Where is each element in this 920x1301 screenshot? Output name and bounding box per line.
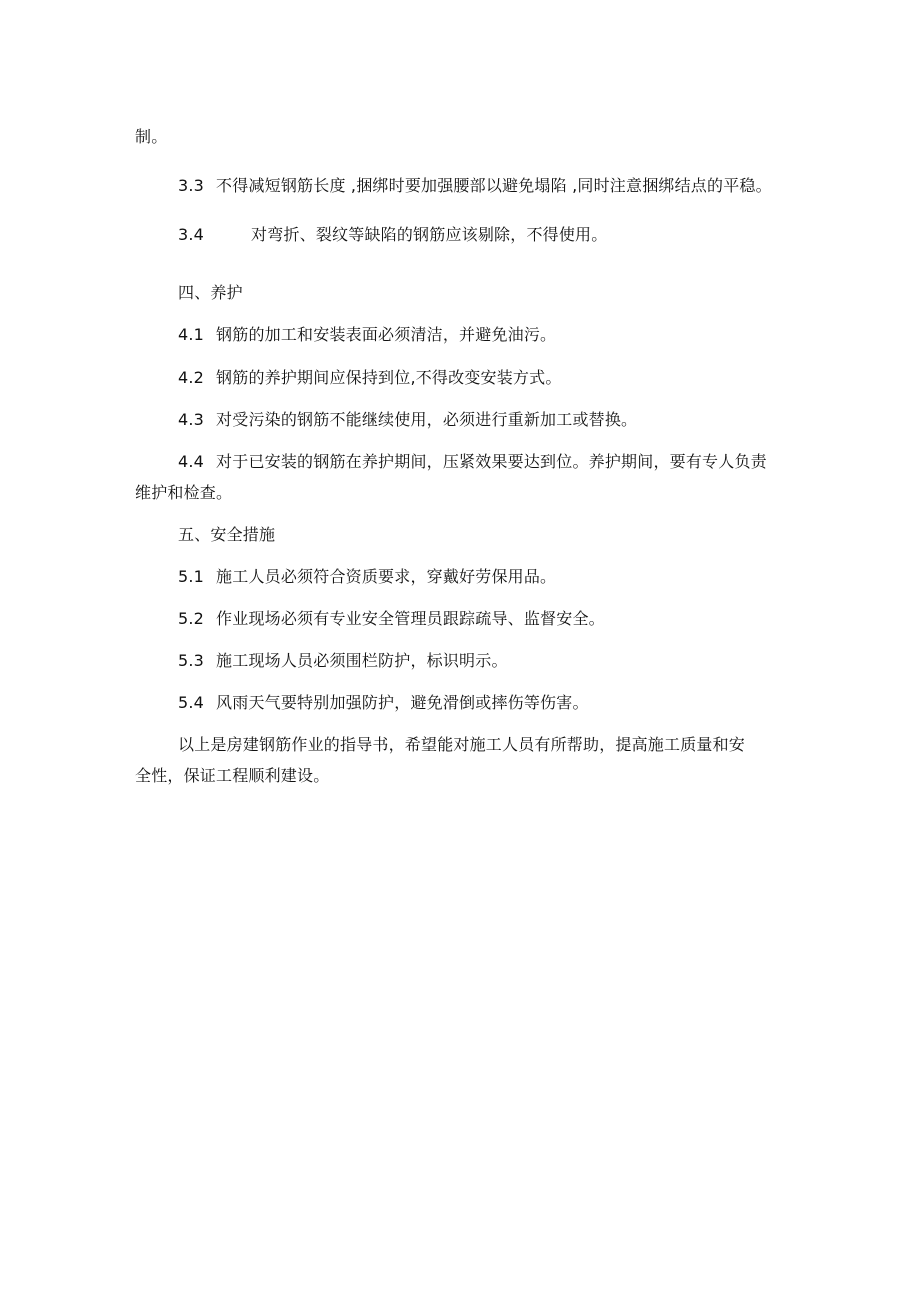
- item-text: 作业现场必须有专业安全管理员跟踪疏导、监督安全。: [216, 609, 605, 628]
- item-text: 对于已安装的钢筋在养护期间，压紧效果要达到位。养护期间，要有专人负责: [216, 452, 767, 471]
- list-item-4-3: [178, 408, 637, 432]
- item-text: 不得减短钢筋长度 ,捆绑时要加强腰部以避免塌陷 ,同时注意捆绑结点的平稳。: [216, 176, 772, 195]
- list-item-3-4: [178, 223, 607, 247]
- item-number: 4.1: [178, 325, 205, 344]
- section-heading-4: 四、养护: [178, 283, 243, 302]
- continuation-text: 制。: [135, 127, 168, 146]
- list-item-4-1: [178, 323, 556, 347]
- item-text: 施工人员必须符合资质要求，穿戴好劳保用品。: [216, 567, 557, 586]
- item-number: 3.3: [178, 176, 205, 195]
- list-item-5-2: [178, 607, 605, 631]
- item-text: 钢筋的加工和安装表面必须清洁，并避免油污。: [216, 325, 557, 344]
- item-text: 施工现场人员必须围栏防护，标识明示。: [216, 651, 508, 670]
- conclusion-line-1: 以上是房建钢筋作业的指导书，希望能对施工人员有所帮助，提高施工质量和安: [178, 735, 746, 754]
- item-text: 对弯折、裂纹等缺陷的钢筋应该剔除，不得使用。: [251, 225, 608, 244]
- item-number: 4.3: [178, 410, 205, 429]
- item-number: 4.2: [178, 368, 205, 387]
- list-item-5-3: [178, 649, 508, 673]
- item-number: 5.4: [178, 693, 205, 712]
- section-heading-5: 五、安全措施: [178, 525, 276, 544]
- item-number: 5.1: [178, 567, 205, 586]
- conclusion-line-2: 全性，保证工程顺利建设。: [135, 766, 330, 785]
- list-item-4-4-continuation: 维护和检查。: [135, 483, 233, 502]
- item-text: 对受污染的钢筋不能继续使用，必须进行重新加工或替换。: [216, 410, 638, 429]
- list-item-4-4: [178, 450, 767, 474]
- item-number: 5.2: [178, 609, 205, 628]
- list-item-4-2: [178, 366, 562, 390]
- item-text: 钢筋的养护期间应保持到位,不得改变安装方式。: [216, 368, 562, 387]
- list-item-3-3: [178, 174, 772, 198]
- list-item-5-1: [178, 565, 556, 589]
- item-number: 5.3: [178, 651, 205, 670]
- item-text: 风雨天气要特别加强防护，避免滑倒或摔伤等伤害。: [216, 693, 589, 712]
- item-number: 4.4: [178, 452, 205, 471]
- item-number: 3.4: [178, 225, 205, 244]
- list-item-5-4: [178, 691, 589, 715]
